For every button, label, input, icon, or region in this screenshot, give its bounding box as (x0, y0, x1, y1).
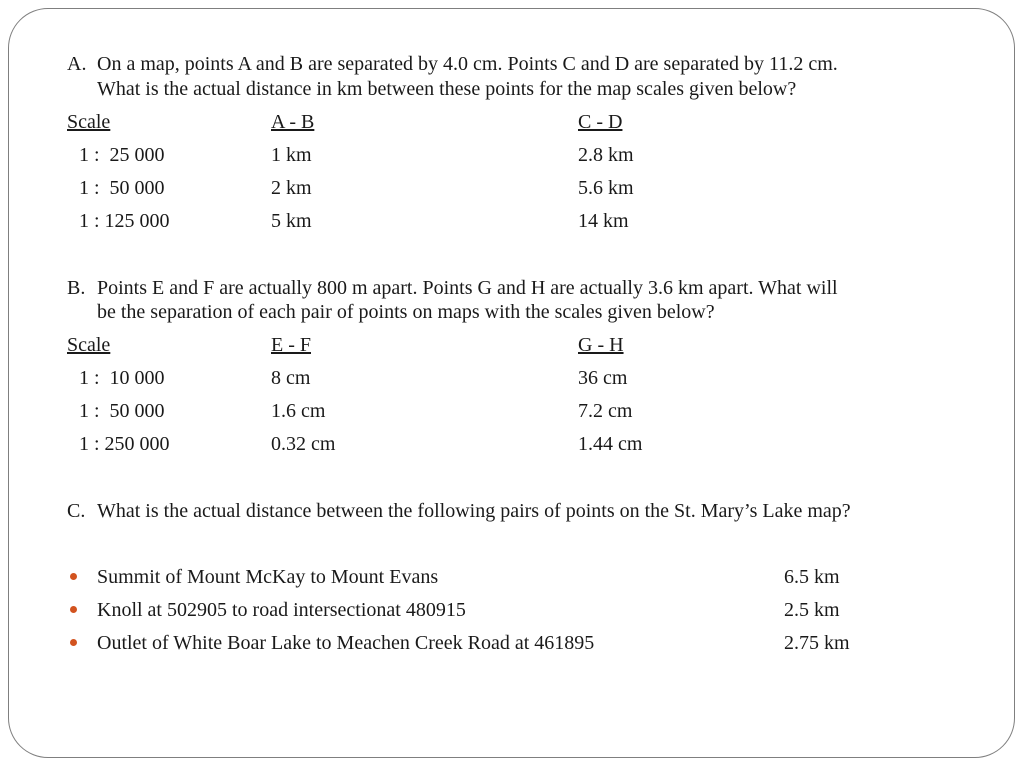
section-b-ef-1: 8 cm (271, 367, 311, 389)
section-c-item-3-value: 2.75 km (784, 632, 850, 654)
section-a-scale-1: 1 : 25 000 (79, 144, 165, 166)
section-c-item-1-text: Summit of Mount McKay to Mount Evans (97, 566, 439, 588)
section-b-scale-1: 1 : 10 000 (79, 367, 165, 389)
section-b-scale-3: 1 : 250 000 (79, 433, 170, 455)
bullet-icon (70, 639, 77, 646)
section-a-header-ab: A - B (271, 111, 315, 133)
section-a-ab-2: 2 km (271, 177, 312, 199)
section-b-gh-3: 1.44 cm (578, 433, 643, 455)
section-a-ab-3: 5 km (271, 210, 312, 232)
section-b-header-scale: Scale (67, 334, 111, 356)
bullet-icon (70, 573, 77, 580)
section-a-question-line-2: What is the actual distance in km between these points for the map scales given below? (97, 78, 797, 100)
section-b-question-line-2: be the separation of each pair of points on maps with the scales given below? (97, 301, 715, 323)
section-b-header-ef: E - F (271, 334, 311, 356)
section-b-marker: B. (67, 277, 86, 299)
section-c-question: What is the actual distance between the following pairs of points on the St. Mary’s Lake map? (97, 500, 851, 522)
section-a-header-scale: Scale (67, 111, 111, 133)
section-b-ef-2: 1.6 cm (271, 400, 326, 422)
section-a-scale-2: 1 : 50 000 (79, 177, 165, 199)
section-b-question-line-1: Points E and F are actually 800 m apart. Points G and H are actually 3.6 km apart. What will (97, 277, 838, 299)
section-b-gh-1: 36 cm (578, 367, 628, 389)
section-b-scale-2: 1 : 50 000 (79, 400, 165, 422)
section-b-header-gh: G - H (578, 334, 624, 356)
section-a-marker: A. (67, 53, 87, 75)
section-c-item-1-value: 6.5 km (784, 566, 840, 588)
section-a-scale-3: 1 : 125 000 (79, 210, 170, 232)
section-a-ab-1: 1 km (271, 144, 312, 166)
section-a-cd-3: 14 km (578, 210, 629, 232)
section-c-marker: C. (67, 500, 86, 522)
section-c-item-2-value: 2.5 km (784, 599, 840, 621)
section-c-item-2-text: Knoll at 502905 to road intersectionat 480915 (97, 599, 466, 621)
section-b-ef-3: 0.32 cm (271, 433, 336, 455)
section-b-gh-2: 7.2 cm (578, 400, 633, 422)
section-a-question-line-1: On a map, points A and B are separated by 4.0 cm. Points C and D are separated by 11.2 cm. (97, 53, 838, 75)
section-a-cd-1: 2.8 km (578, 144, 634, 166)
section-a-cd-2: 5.6 km (578, 177, 634, 199)
section-a-header-cd: C - D (578, 111, 623, 133)
bullet-icon (70, 606, 77, 613)
section-c-item-3-text: Outlet of White Boar Lake to Meachen Creek Road at 461895 (97, 632, 595, 654)
